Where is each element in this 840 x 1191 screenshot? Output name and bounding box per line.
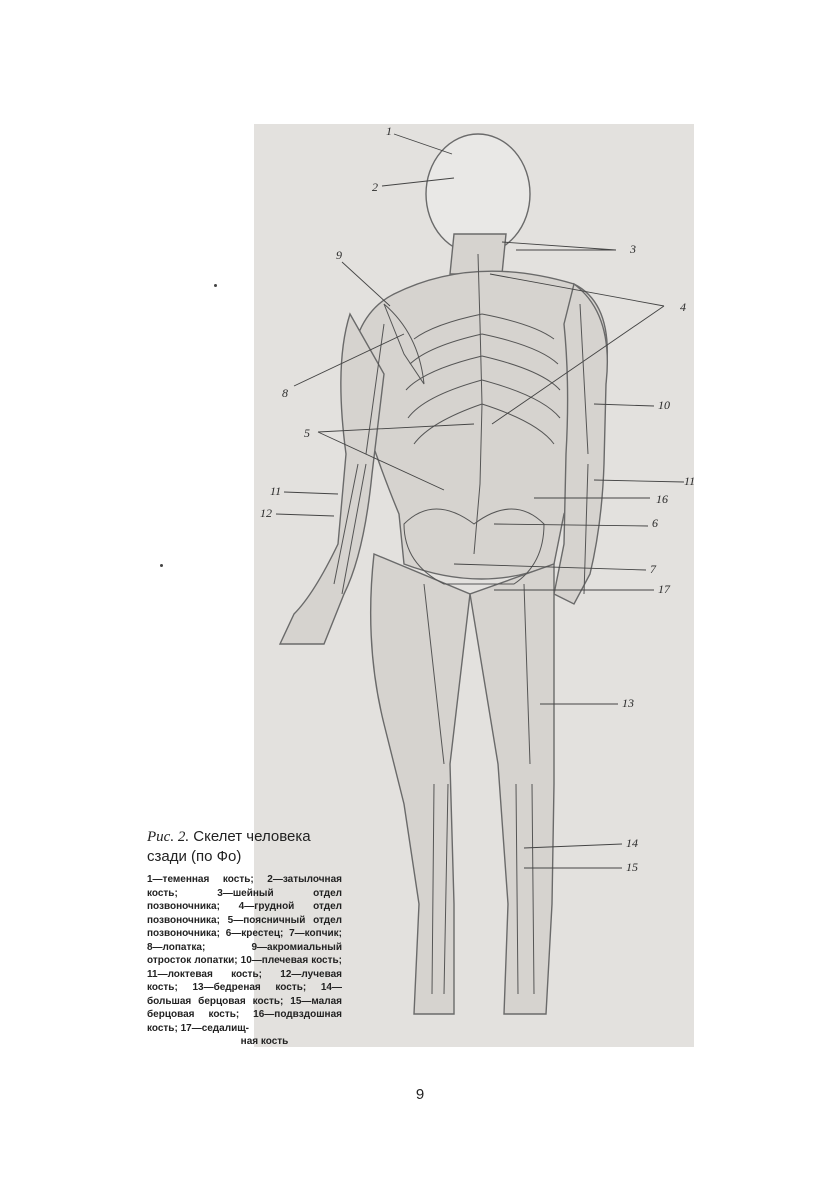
callout-label: 3 bbox=[630, 242, 636, 256]
callout-label: 2 bbox=[372, 180, 378, 194]
callout-label: 8 bbox=[282, 386, 288, 400]
figure-number: Рис. 2. bbox=[147, 829, 190, 845]
scan-speck bbox=[214, 284, 217, 287]
callout-label: 5 bbox=[304, 426, 310, 440]
callout-label: 9 bbox=[336, 248, 342, 262]
callout-label: 1 bbox=[386, 124, 392, 138]
figure-title-text: Скелет человека сзади (по Фо) bbox=[147, 828, 311, 865]
page-number: 9 bbox=[415, 1086, 425, 1103]
left-arm bbox=[280, 314, 384, 644]
figure-legend bbox=[147, 873, 342, 1049]
callout-label: 10 bbox=[658, 398, 670, 412]
callout-label: 6 bbox=[652, 516, 658, 530]
callout-label: 14 bbox=[626, 836, 638, 850]
callout-label: 13 bbox=[622, 696, 634, 710]
legend-text: 1—теменная кость; 2—затылочная кость; 3—шейный отдел позвоночника; 4—грудной отдел позвоночника; 5—поясничный отдел позвоночника; 6—крестец; 7—копчик; 8—лопатка; 9—акромиальный отросток лопатки; 10—плечевая кость; 11—локтевая кость; 12—лучевая кость; 13—бедреная кость; 14—большая берцовая кость; 15—малая берцовая кость; 16—подвздошная кость; 17—седалищ- bbox=[147, 874, 342, 1034]
callout-label: 7 bbox=[650, 562, 656, 576]
left-leg bbox=[371, 554, 470, 1014]
figure-title bbox=[147, 827, 347, 866]
scan-speck bbox=[160, 564, 163, 567]
callout-label: 16 bbox=[656, 492, 668, 506]
callout-label: 17 bbox=[658, 582, 670, 596]
callout-label: 11 bbox=[270, 484, 282, 498]
callout-label: 15 bbox=[626, 860, 638, 874]
callout-label: 11 bbox=[684, 474, 696, 488]
right-leg bbox=[470, 564, 554, 1014]
callout-label: 4 bbox=[680, 300, 686, 314]
callout-label: 12 bbox=[260, 506, 272, 520]
figure-caption bbox=[147, 827, 347, 866]
legend-text-end: ная кость bbox=[240, 1036, 289, 1047]
